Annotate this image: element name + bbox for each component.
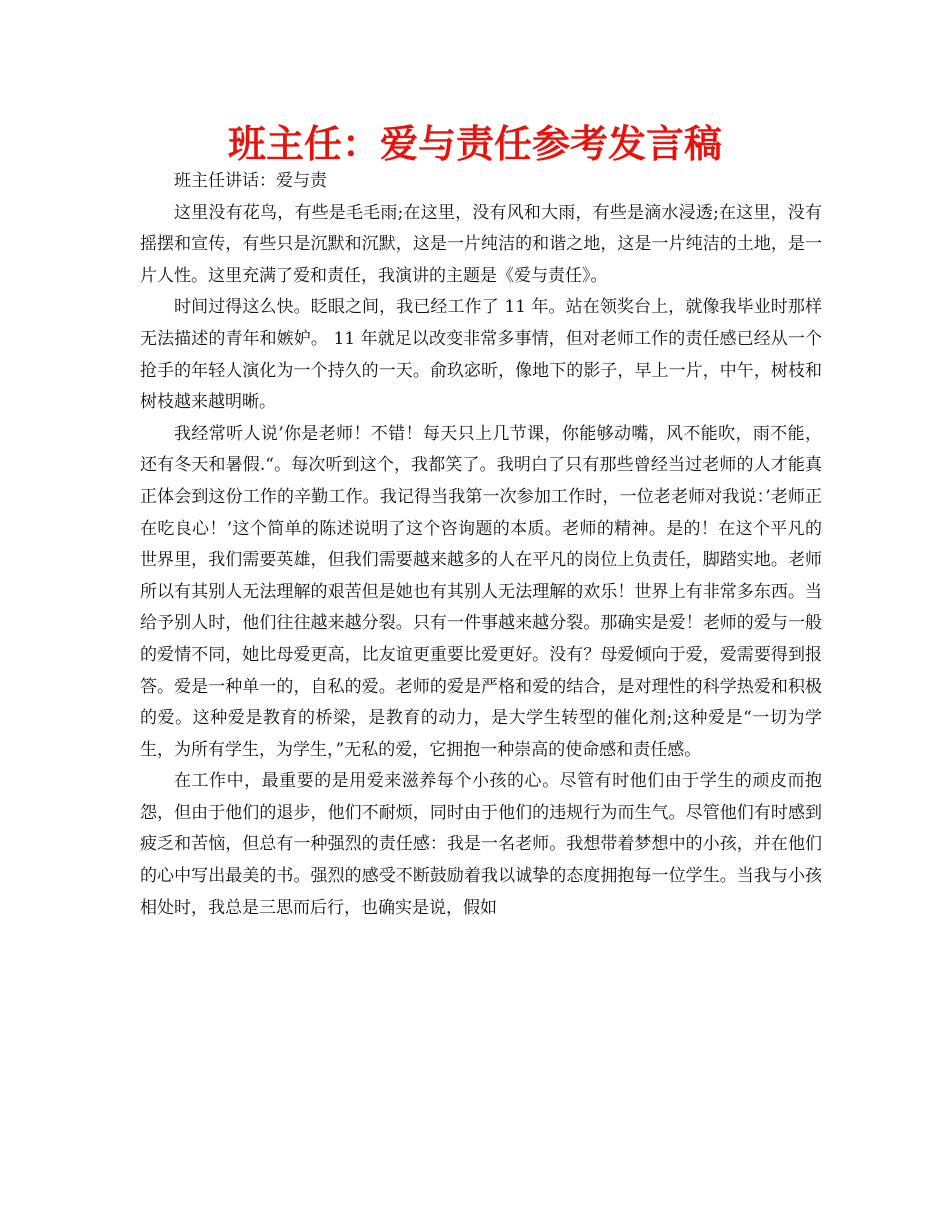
paragraph-2: 时间过得这么快。眨眼之间，我已经工作了 11 年。站在领奖台上，就像我毕业时那样无法描述的青年和嫉妒。 11 年就足以改变非常多事情，但对老师工作的责任感已经从一个抢手的年轻人演化为一个持久的一天。俞玖宓昕，像地下的影子，早上一片，中午，树枝和树枝越来越明晰。 (140, 297, 822, 413)
document-subtitle: 班主任讲话：爱与责 (174, 171, 327, 191)
paragraph-4: 在工作中，最重要的是用爱来滋养每个小孩的心。尽管有时他们由于学生的顽皮而抱怨，但由于他们的退步，他们不耐烦，同时由于他们的违规行为而生气。尽管他们有时感到疲乏和苦恼，但总有一种强烈的责任感：我是一名老师。我想带着梦想中的小孩，并在他们的心中写出最美的书。强烈的感受不断鼓励着我以诚挚的态度拥抱每一位学生。当我与小孩相处时，我总是三思而后行，也确实是说，假如 (140, 771, 822, 918)
document-title: 班主任：爱与责任参考发言稿 (227, 122, 722, 166)
document-body (140, 166, 822, 924)
paragraph-1: 这里没有花鸟，有些是毛毛雨;在这里，没有风和大雨，有些是滴水浸透;在这里，没有摇摆和宣传，有些只是沉默和沉默，这是一片纯洁的和谐之地，这是一片纯洁的土地，是一片人性。这里充满了爱和责任，我演讲的主题是《爱与责任》。 (140, 202, 822, 286)
paragraph-3: 我经常听人说’你是老师！不错！每天只上几节课，你能够动嘴，风不能吹，雨不能，还有冬天和暑假.“。每次听到这个，我都笑了。我明白了只有那些曾经当过老师的人才能真正体会到这份工作的辛勤工作。我记得当我第一次参加工作时，一位老老师对我说：’老师正在吃良心！’这个简单的陈述说明了这个咨询题的本质。老师的精神。是的！在这个平凡的世界里，我们需要英雄，但我们需要越来越多的人在平凡的岗位上负责任，脚踏实地。老师所以有其别人无法理解的艰苦但是她也有其别人无法理解的欢乐！世界上有非常多东西。当给予别人时，他们往往越来越分裂。只有一件事越来越分裂。那确实是爱！老师的爱与一般的爱情不同，她比母爱更高，比友谊更重要比爱更好。没有？母爱倾向于爱，爱需要得到报答。爱是一种单一的，自私的爱。老师的爱是严格和爱的结合，是对理性的科学热爱和积极的爱。这种爱是教育的桥梁，是教育的动力，是大学生转型的催化剂;这种爱是“一切为学生，为所有学生，为学生，”无私的爱，它拥抱一种崇高的使命感和责任感。 (140, 423, 822, 760)
